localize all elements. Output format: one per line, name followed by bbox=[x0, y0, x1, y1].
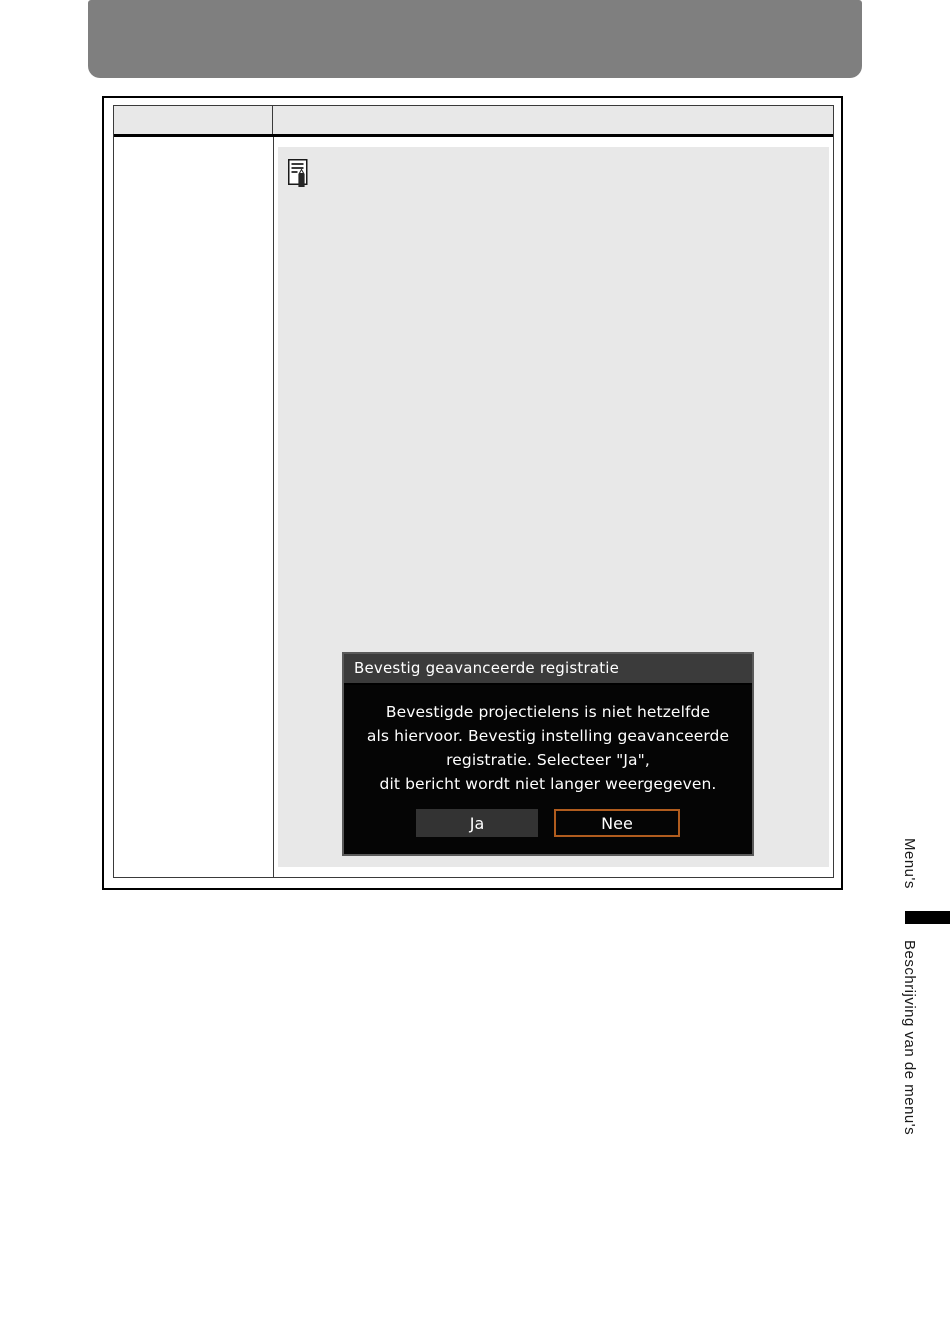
chapter-header-bar bbox=[88, 0, 862, 78]
ja-button[interactable]: Ja bbox=[416, 809, 538, 837]
dialog-message-line: als hiervoor. Bevestig instelling geavanceerde bbox=[366, 727, 730, 745]
dialog-message-line: registratie. Selecteer "Ja", bbox=[446, 751, 650, 769]
sidebar-section-label: Menu's bbox=[901, 838, 918, 889]
table-header-cell-right bbox=[273, 106, 833, 134]
settings-table bbox=[113, 105, 834, 878]
confirm-advanced-registration-dialog bbox=[342, 652, 754, 856]
dialog-message-line: Bevestigde projectielens is niet hetzelfde bbox=[385, 703, 711, 721]
nee-button[interactable]: Nee bbox=[554, 809, 680, 837]
table-column-divider bbox=[273, 137, 274, 877]
note-panel bbox=[278, 147, 829, 867]
dialog-message bbox=[344, 700, 752, 796]
table-outer-frame bbox=[102, 96, 843, 890]
dialog-button-row bbox=[344, 809, 752, 837]
sidebar-tab-marker bbox=[905, 911, 950, 924]
table-header-row bbox=[114, 106, 833, 137]
dialog-title: Bevestig geavanceerde registratie bbox=[344, 654, 752, 685]
note-icon bbox=[288, 159, 312, 189]
table-header-cell-left bbox=[114, 106, 273, 134]
sidebar-chapter-label: Beschrijving van de menu's bbox=[901, 940, 918, 1136]
dialog-message-line: dit bericht wordt niet langer weergegeven. bbox=[379, 775, 717, 793]
